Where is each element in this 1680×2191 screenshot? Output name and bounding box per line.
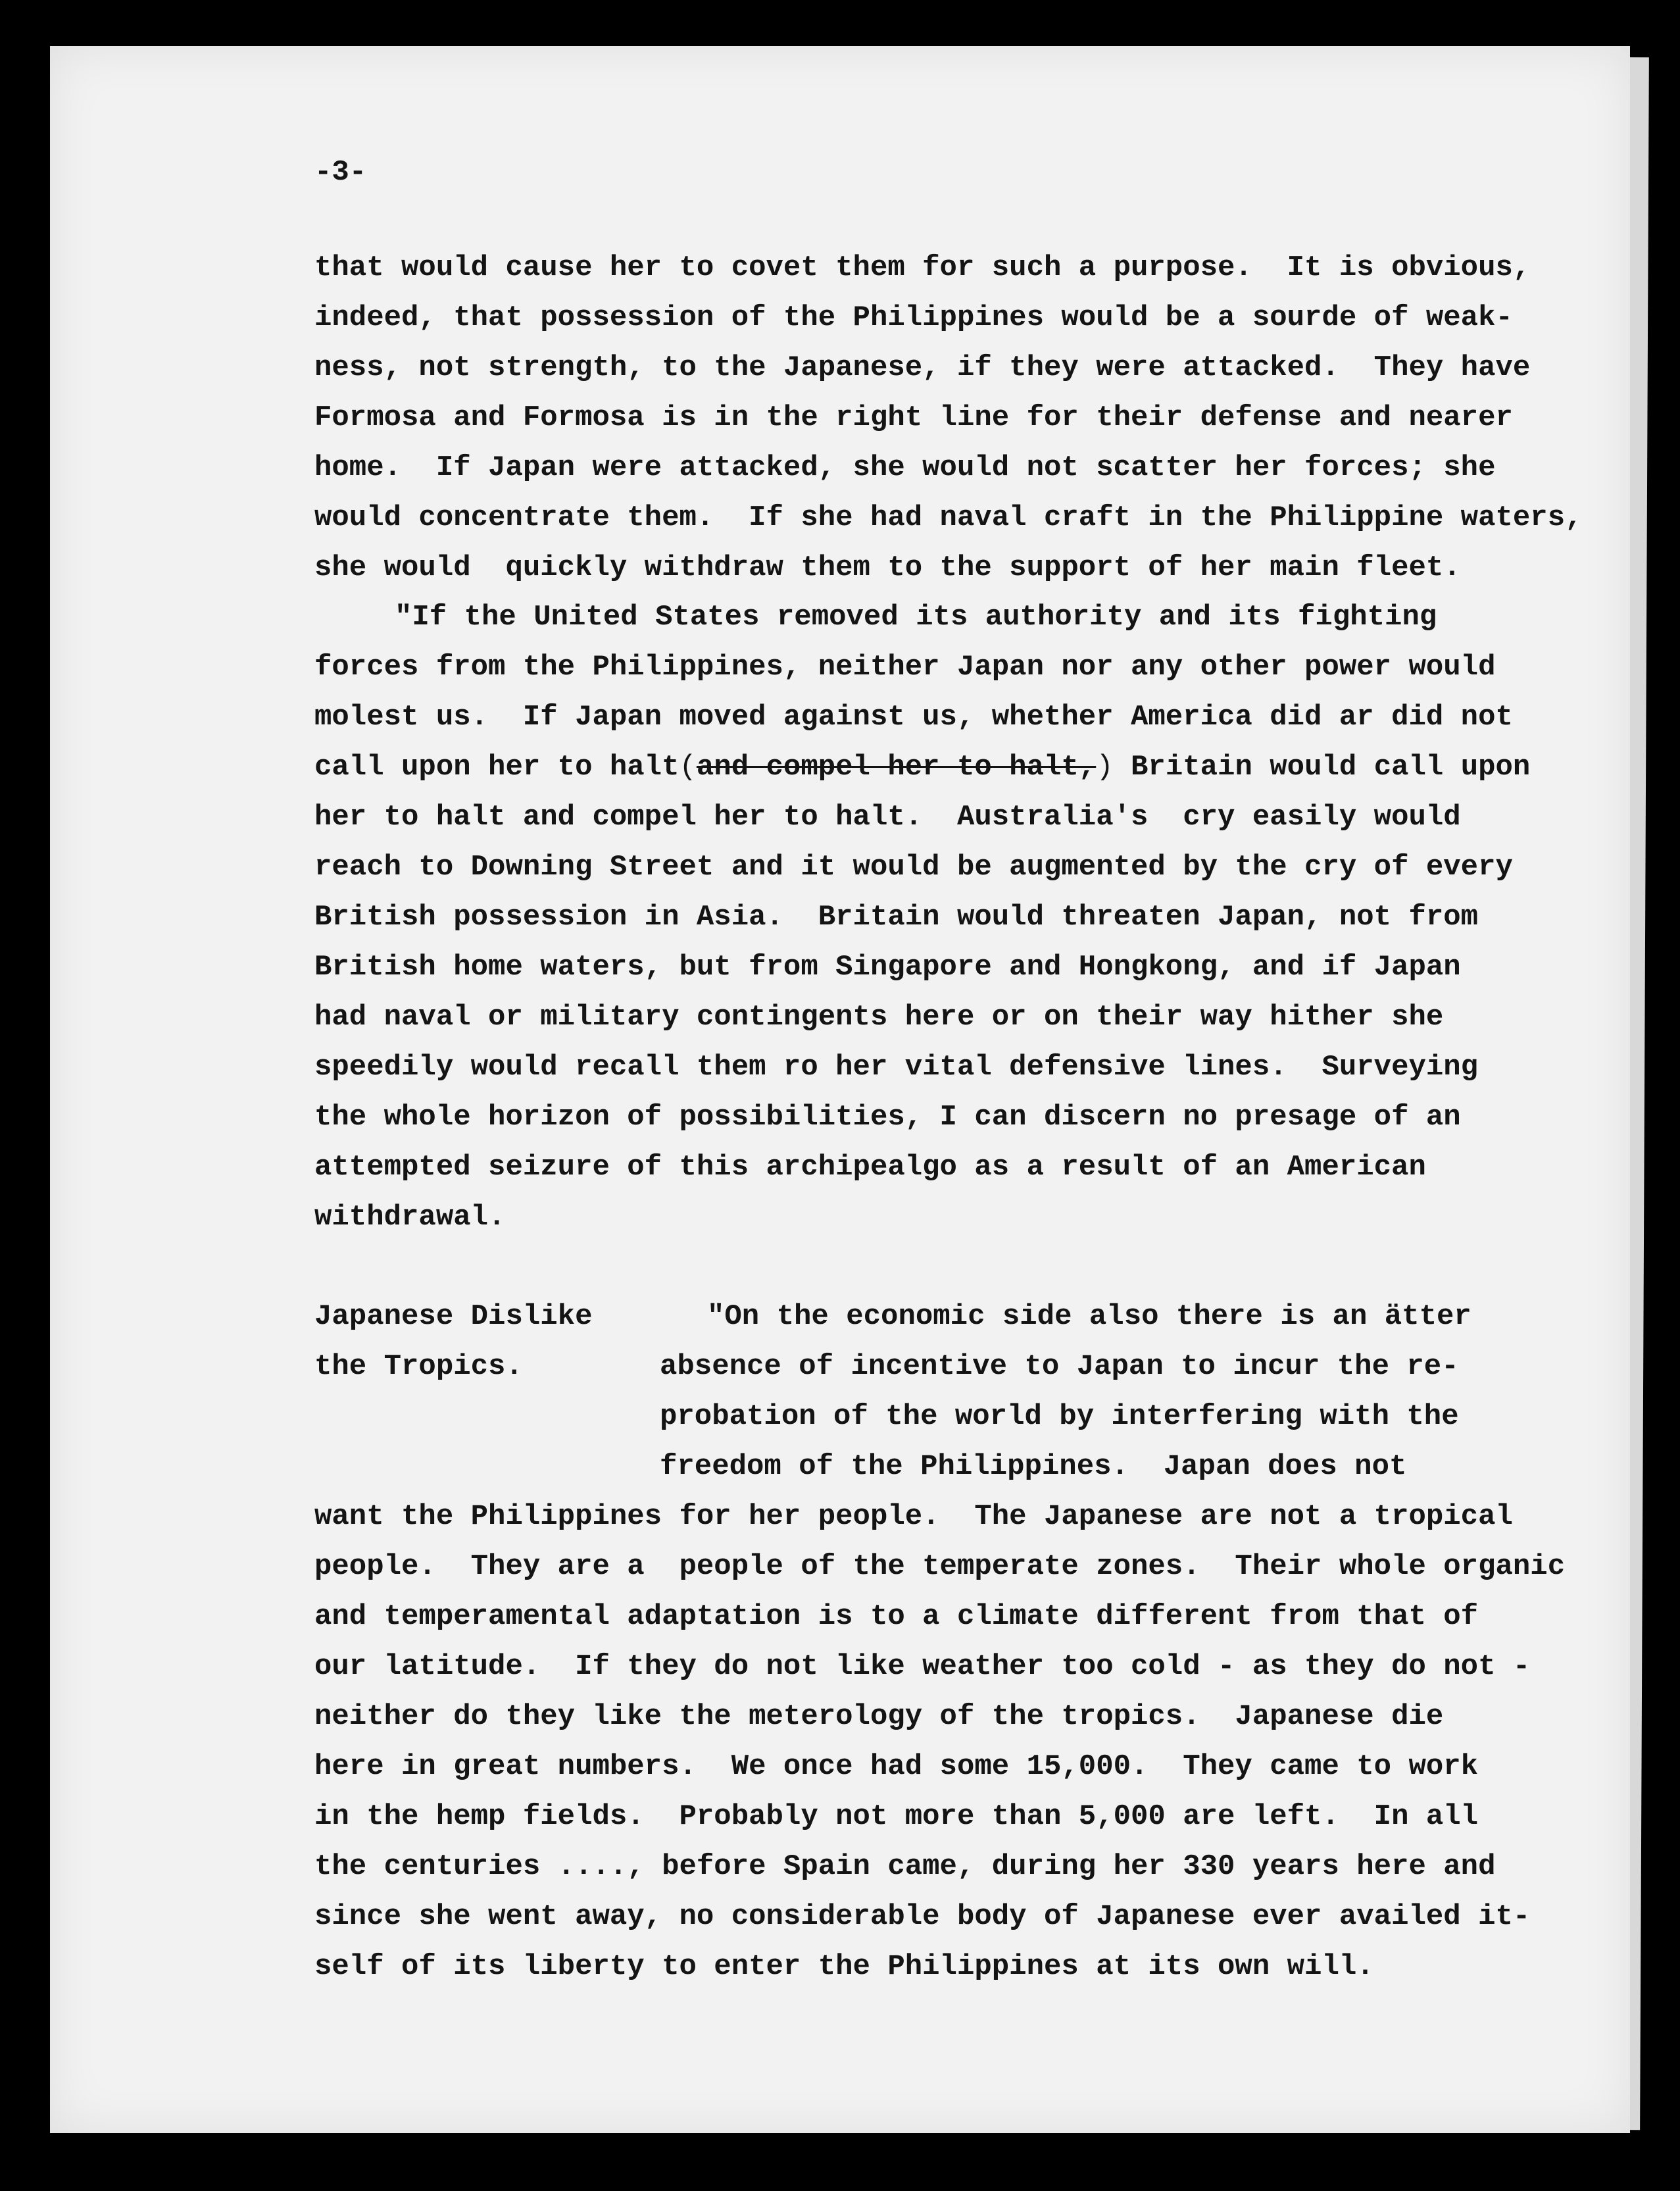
text-line: probation of the world by interfering with the <box>660 1400 1459 1433</box>
margin-heading: Japanese Dislike <box>314 1300 593 1333</box>
text-line: reach to Downing Street and it would be augmented by the cry of every <box>314 851 1513 884</box>
text-line: absence of incentive to Japan to incur the re- <box>660 1350 1459 1383</box>
text-line-with-strikeout <box>314 753 1530 782</box>
text-line: freedom of the Philippines. Japan does not <box>660 1450 1407 1483</box>
text-line: Formosa and Formosa is in the right line for their defense and nearer <box>314 401 1513 434</box>
text-line: the centuries ...., before Spain came, during her 330 years here and <box>314 1850 1496 1883</box>
text-line: here in great numbers. We once had some 15,000. They came to work <box>314 1750 1479 1783</box>
text-segment: call upon her to halt <box>314 751 679 784</box>
handwritten-bracket: ( <box>679 751 697 784</box>
text-line: British home waters, but from Singapore and Hongkong, and if Japan <box>314 951 1461 984</box>
text-line: indeed, that possession of the Philippines would be a sourde of weak- <box>314 301 1513 334</box>
text-line: had naval or military contingents here or on their way hither she <box>314 1001 1444 1034</box>
text-line: home. If Japan were attacked, she would not scatter her forces; she <box>314 451 1496 484</box>
text-line: that would cause her to covet them for such a purpose. It is obvious, <box>314 251 1531 284</box>
text-line: molest us. If Japan moved against us, whether America did ar did not <box>314 701 1513 734</box>
text-line: our latitude. If they do not like weather too cold - as they do not - <box>314 1650 1531 1683</box>
text-line: want the Philippines for her people. The Japanese are not a tropical <box>314 1500 1513 1533</box>
margin-heading: the Tropics. <box>314 1350 523 1383</box>
text-line: ness, not strength, to the Japanese, if they were attacked. They have <box>314 351 1531 384</box>
text-line: would concentrate them. If she had naval craft in the Philippine waters, <box>314 501 1583 534</box>
text-line: attempted seizure of this archipealgo as a result of an American <box>314 1151 1426 1184</box>
text-line: people. They are a people of the temperate zones. Their whole organic <box>314 1550 1566 1583</box>
text-line: neither do they like the meterology of the tropics. Japanese die <box>314 1700 1444 1733</box>
text-line: speedily would recall them ro her vital defensive lines. Surveying <box>314 1051 1479 1084</box>
text-line: self of its liberty to enter the Philippines at its own will. <box>314 1950 1374 1983</box>
page-number: -3- <box>314 156 367 189</box>
text-line: she would quickly withdraw them to the support of her main fleet. <box>314 551 1461 584</box>
handwritten-bracket: ) <box>1096 751 1114 784</box>
text-line: "On the economic side also there is an ätter <box>707 1300 1471 1333</box>
text-line: since she went away, no considerable body of Japanese ever availed it- <box>314 1900 1531 1933</box>
text-line: "If the United States removed its authority and its fighting <box>395 601 1437 634</box>
text-line: the whole horizon of possibilities, I can discern no presage of an <box>314 1101 1461 1134</box>
text-line: forces from the Philippines, neither Japan nor any other power would <box>314 651 1496 684</box>
text-segment: Britain would call upon <box>1113 751 1531 784</box>
text-line: British possession in Asia. Britain would threaten Japan, not from <box>314 901 1479 934</box>
text-line: withdrawal. <box>314 1201 506 1234</box>
text-line: her to halt and compel her to halt. Australia's cry easily would <box>314 801 1461 834</box>
text-line: and temperamental adaptation is to a climate different from that of <box>314 1600 1479 1633</box>
text-line: in the hemp fields. Probably not more than 5,000 are left. In all <box>314 1800 1479 1833</box>
struck-text: and compel her to halt, <box>696 751 1097 784</box>
